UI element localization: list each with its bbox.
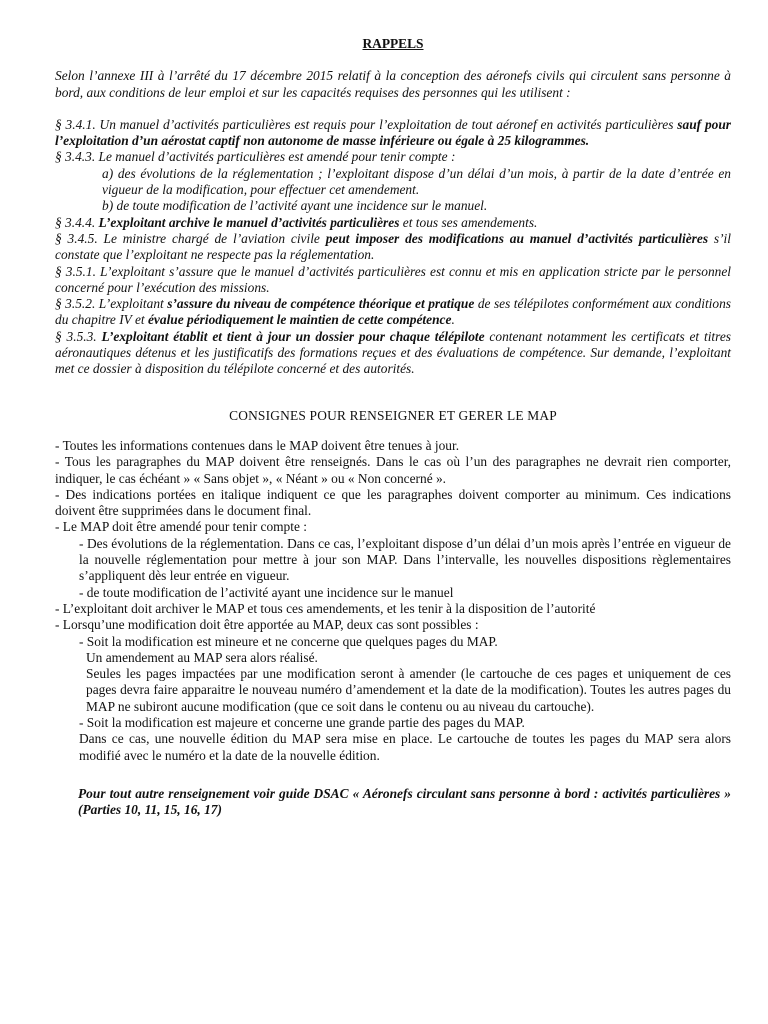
consigne-detail: Dans ce cas, une nouvelle édition du MAP sera mise en place. Le cartouche de toutes les pages du MAP sera alors modifié avec le numéro et la date de la nouvelle édition.	[79, 731, 731, 763]
page-title: RAPPELS	[362, 36, 424, 51]
rule-3-4-5-bold: peut imposer des modifications au manuel d’activités particulières	[325, 230, 709, 246]
rule-3-4-1-bold: sauf pour l’exploitation d’un aérostat captif non autonome de masse inférieure ou égale à 25 kilogrammes.	[55, 116, 731, 149]
consigne-item: - L’exploitant doit archiver le MAP et tous ces amendements, et les tenir à la disposition de l’autorité	[55, 600, 596, 616]
rule-3-4-4-num: § 3.4.4.	[55, 214, 99, 230]
consigne-subitem: - Soit la modification est mineure et ne concerne que quelques pages du MAP.	[79, 633, 498, 649]
consigne-item: - Lorsqu’une modification doit être apportée au MAP, deux cas sont possibles :	[55, 617, 479, 633]
consigne-detail: Un amendement au MAP sera alors réalisé.	[86, 649, 318, 665]
spacer	[55, 101, 731, 117]
rule-3-5-3-text: contenant notamment les certificats et titres aéronautiques détenus et les justificatifs des formations reçues et des évaluations de compétence. Sur demande, l’exploitant met ce dossier à disposition du télépilote concerné et des autorités.	[55, 328, 732, 377]
consigne-item: - Des indications portées en italique indiquent ce que les paragraphes doivent comporter au minimum. Ces indications doivent être supprimées dans le document final.	[55, 486, 731, 519]
consigne-subitem: - Soit la modification est majeure et concerne une grande partie des pages du MAP.	[79, 714, 525, 730]
rule-3-5-2-text: § 3.5.2. L’exploitant	[55, 296, 168, 312]
consignes-heading: CONSIGNES POUR RENSEIGNER ET GERER LE MAP	[229, 407, 557, 423]
rule-3-5-2	[55, 296, 731, 329]
rule-3-4-4-bold: L’exploitant archive le manuel d’activités particulières	[98, 214, 400, 230]
rule-3-4-3: § 3.4.3. Le manuel d’activités particulières est amendé pour tenir compte :	[55, 149, 456, 165]
rule-3-5-2-bold-1: s’assure du niveau de compétence théorique et pratique	[167, 296, 475, 312]
rule-3-4-3-a: a) des évolutions de la réglementation ; l’exploitant dispose d’un délai d’un mois, à partir de la date d’entrée en vigueur de la modification, pour effectuer cet amendement.	[102, 165, 731, 198]
rule-3-4-5-tail: s’il constate que l’exploitant ne respecte pas la réglementation.	[55, 230, 731, 263]
rule-3-5-1: § 3.5.1. L’exploitant s’assure que le manuel d’activités particulières est connu et mis en application stricte par le personnel concerné pour l’exécution des missions.	[55, 263, 731, 295]
rule-3-5-2-end: .	[451, 312, 455, 328]
rule-3-4-4	[55, 215, 731, 231]
rule-3-4-5	[55, 231, 731, 264]
consigne-item: - Le MAP doit être amendé pour tenir compte :	[55, 519, 307, 535]
rule-3-5-2-bold-2: évalue périodiquement le maintien de cette compétence	[147, 312, 452, 328]
rule-3-5-2-mid: de ses télépilotes conformément aux conditions du chapitre IV et	[55, 296, 732, 328]
rule-3-4-3-b: b) de toute modification de l’activité ayant une incidence sur le manuel.	[102, 198, 488, 214]
consigne-subitem: - de toute modification de l’activité ayant une incidence sur le manuel	[79, 584, 454, 600]
rule-3-5-3-num: § 3.5.3.	[55, 328, 102, 344]
consignes-section	[55, 438, 731, 764]
rule-3-4-1-text: § 3.4.1. Un manuel d’activités particulières est requis pour l’exploitation de tout aéronef en activités particulières	[55, 116, 678, 132]
rule-3-5-3	[55, 329, 731, 378]
consigne-subitem: - Des évolutions de la réglementation. Dans ce cas, l’exploitant dispose d’un délai d’un mois après l’entrée en vigueur de la nouvelle réglementation pour mettre à jour son MAP. Dans l’intervalle, les nouvelles dispositions règlementaires s’appliquent dès leur entrée en vigueur.	[79, 535, 731, 584]
intro-paragraph: Selon l’annexe III à l’arrêté du 17 décembre 2015 relatif à la conception des aéronefs civils qui circulent sans personne à bord, aux conditions de leur emploi et sur les capacités requises des personnes qui les utilisent :	[55, 68, 731, 100]
rule-3-4-1	[55, 117, 731, 150]
rules-section	[55, 117, 731, 378]
consigne-item: - Tous les paragraphes du MAP doivent être renseignés. Dans le cas où l’un des paragraphes ne devrait rien comporter, indiquer, le cas échéant » « Sans objet », « Néant » ou « Non concerné ».	[55, 454, 731, 486]
rule-3-4-5-text: § 3.4.5. Le ministre chargé de l’aviation civile	[55, 230, 326, 246]
rule-3-4-4-text: et tous ses amendements.	[399, 214, 538, 230]
rule-3-5-3-bold: L’exploitant établit et tient à jour un dossier pour chaque télépilote	[101, 328, 485, 344]
footer-note: Pour tout autre renseignement voir guide DSAC « Aéronefs circulant sans personne à bord : activités particulières » (Parties 10, 11, 15, 16, 17)	[78, 785, 731, 818]
consigne-item: - Toutes les informations contenues dans le MAP doivent être tenues à jour.	[55, 437, 460, 453]
consigne-detail: Seules les pages impactées par une modification seront à amender (le cartouche de ces pages et uniquement de ces pages devra faire apparaitre le nouveau numéro d’amendement et la date de la modification). Toutes les autres pages du MAP ne subiront aucune modification (que ce soit dans le contenu ou au niveau du cartouche).	[86, 666, 731, 714]
document-page	[55, 36, 731, 818]
